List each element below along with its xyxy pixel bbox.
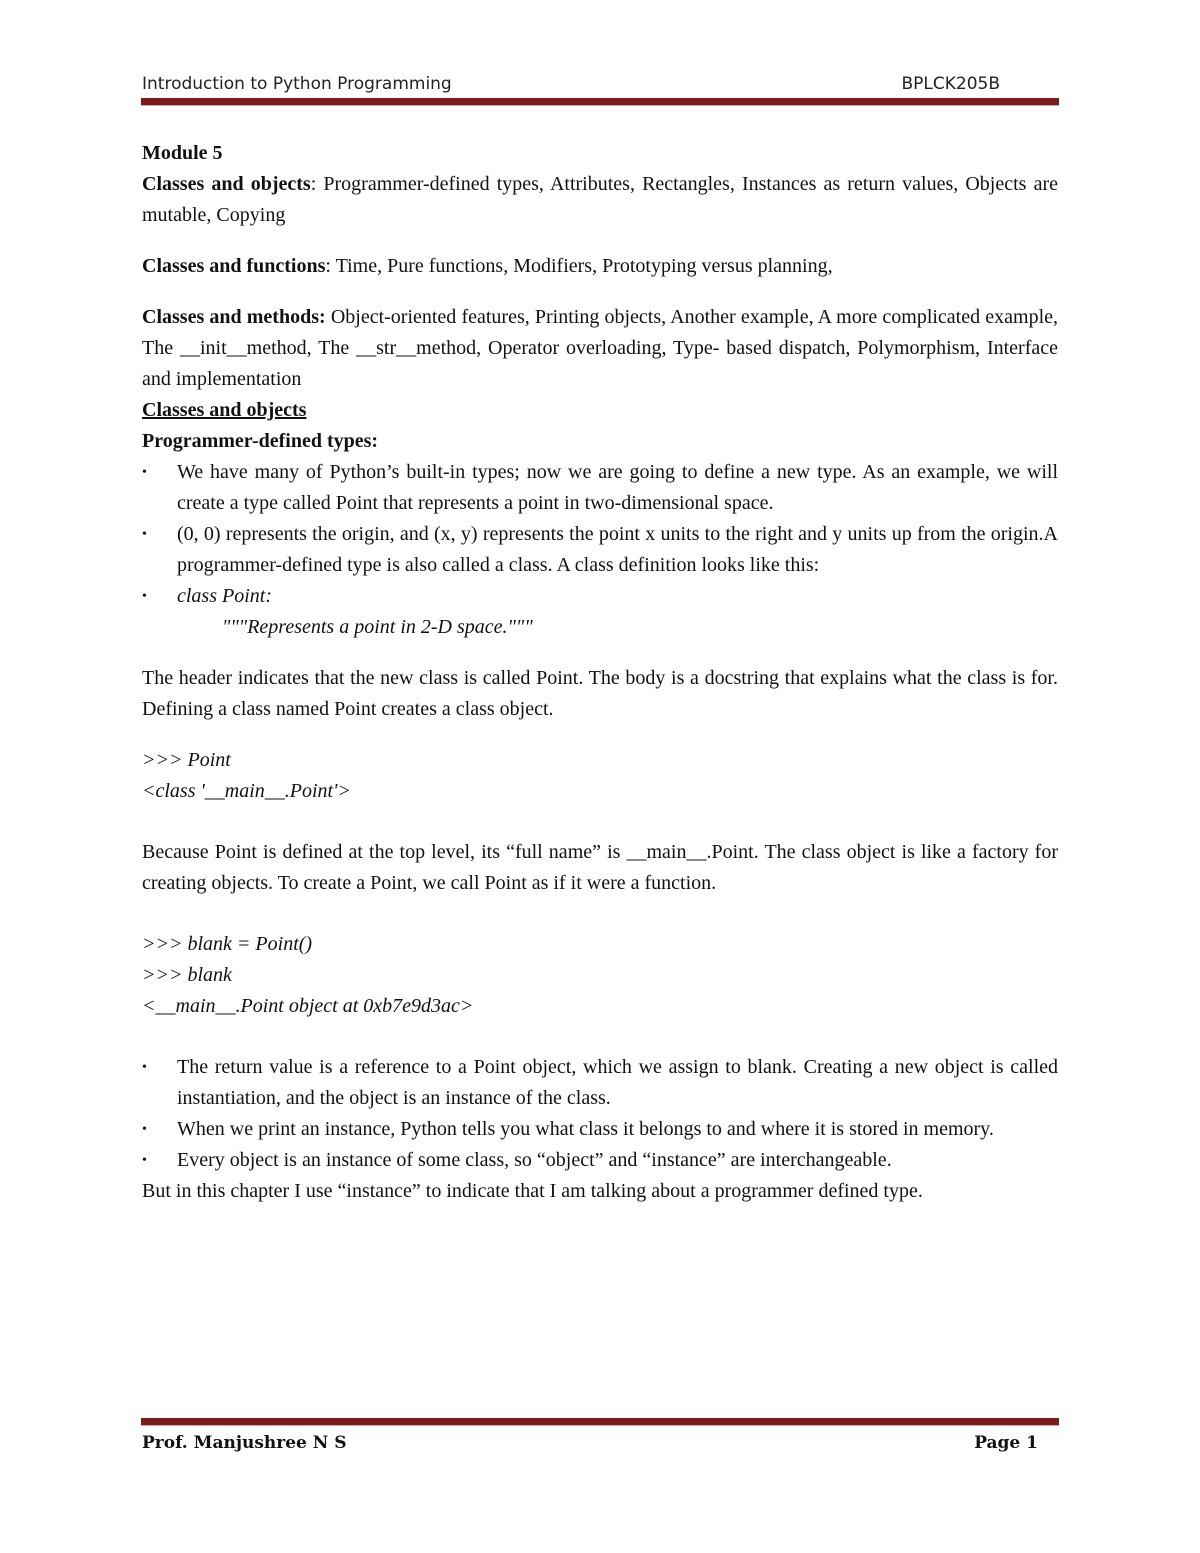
bullet-icon: • — [142, 589, 147, 604]
topic-text: Programmer-defined types, Attributes, Rectangles, Instances as return values, Objects are mutable, Copying — [142, 173, 1058, 226]
list-item — [142, 581, 1058, 612]
code-snippet: class Point: — [177, 585, 272, 607]
code-line: >>> Point — [142, 749, 231, 771]
paragraph: But in this chapter I use “instance” to indicate that I am talking about a programmer defined type. — [142, 1180, 923, 1202]
topic-classes-methods — [142, 302, 1058, 395]
topic-label: Classes and functions — [142, 255, 326, 277]
code-line: <class '__main__.Point'> — [142, 780, 351, 802]
subsection-title: Programmer-defined types: — [142, 430, 379, 452]
docstring-line: """Represents a point in 2-D space.""" — [222, 616, 533, 638]
header-rule — [141, 98, 1059, 106]
topic-classes-functions: Classes and functions: Time, Pure functions, Modifiers, Prototyping versus planning, — [142, 255, 833, 277]
code-line: >>> blank — [142, 964, 232, 986]
bullet-icon: • — [142, 527, 147, 542]
topic-text: Time, Pure functions, Modifiers, Prototyping versus planning, — [335, 255, 833, 277]
page-number: Page 1 — [974, 1433, 1038, 1453]
topic-label: Classes and objects — [142, 173, 311, 195]
code-line: >>> blank = Point() — [142, 933, 313, 955]
running-header-title: Introduction to Python Programming — [142, 74, 452, 94]
bullet-list — [142, 457, 1058, 612]
code-line: <__main__.Point object at 0xb7e9d3ac> — [142, 995, 474, 1017]
topic-text: Object-oriented features, Printing objects, Another example, A more complicated example, The __init__method, The __str__method, Operator overloading, Type- based dispatch, Polymorphism, Interface and implementation — [142, 306, 1059, 390]
bullet-icon: • — [142, 465, 147, 480]
footer-author: Prof. Manjushree N S — [142, 1433, 347, 1453]
paragraph: Because Point is defined at the top level, its “full name” is __main__.Point. The class object is like a factory for creating objects. To create a Point, we call Point as if it were a function. — [142, 841, 1058, 894]
list-item: • Every object is an instance of some class, so “object” and “instance” are interchangeable. — [142, 1145, 1058, 1176]
topic-classes-objects: Classes and objects: Programmer-defined types, Attributes, Rectangles, Instances as return values, Objects are mutable, Copying — [142, 173, 1058, 226]
section-title: Classes and objects — [142, 399, 307, 421]
topic-label: Classes and methods: — [142, 306, 326, 328]
bullet-icon: • — [142, 1060, 147, 1075]
page-body — [142, 138, 1058, 1207]
list-item: • The return value is a reference to a Point object, which we assign to blank. Creating a new object is called instantiation, and the object is an instance of the class. — [142, 1052, 1058, 1114]
module-title: Module 5 — [142, 142, 223, 164]
bullet-list — [142, 1052, 1058, 1176]
running-header-code: BPLCK205B — [901, 74, 1000, 94]
bullet-icon: • — [142, 1153, 147, 1168]
paragraph: The header indicates that the new class is called Point. The body is a docstring that explains what the class is for. Defining a class named Point creates a class object. — [142, 667, 1058, 720]
list-item: • (0, 0) represents the origin, and (x, y) represents the point x units to the right and y units up from the origin.A programmer-defined type is also called a class. A class definition looks like this: — [142, 519, 1058, 581]
list-item: • When we print an instance, Python tells you what class it belongs to and where it is stored in memory. — [142, 1114, 1058, 1145]
list-item: • We have many of Python’s built-in types; now we are going to define a new type. As an example, we will create a type called Point that represents a point in two-dimensional space. — [142, 457, 1058, 519]
footer-rule — [141, 1418, 1059, 1426]
bullet-icon: • — [142, 1122, 147, 1137]
